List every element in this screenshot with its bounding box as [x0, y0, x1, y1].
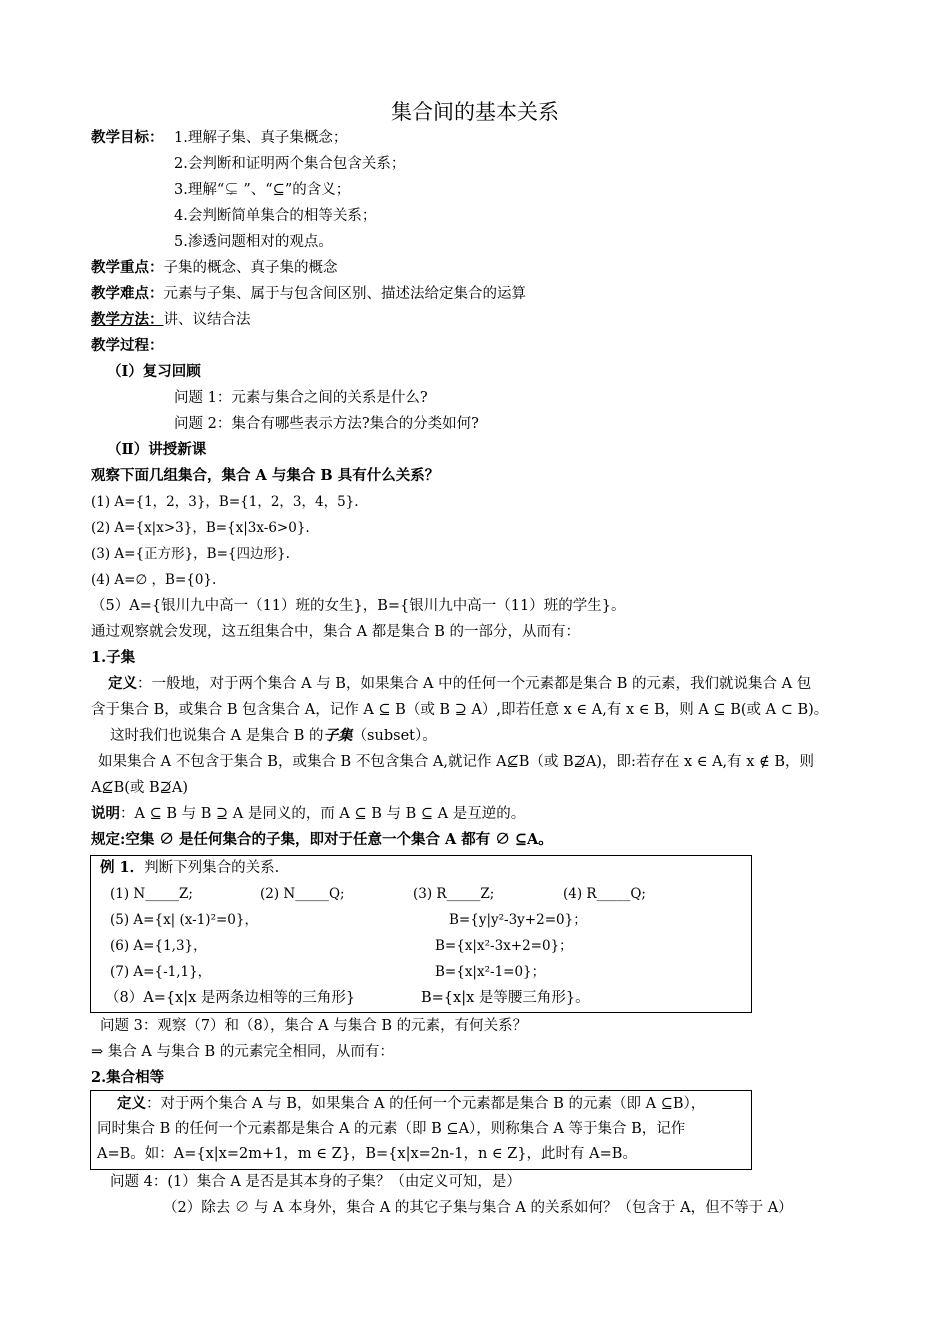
subset-term-pre: 这时我们也说集合 A 是集合 B 的 [110, 728, 324, 744]
not-subset-line: 如果集合 A 不包含于集合 B，或集合 B 不包含集合 A,就记作 A⊈B（或 B⊉A)，即:若存在 x ∈ A,有 x ∉ B，则 [98, 754, 815, 770]
objective-item: 1.理解子集、真子集概念； [174, 130, 348, 146]
equality-heading: 2.集合相等 [91, 1069, 165, 1086]
empty-set-rule [91, 830, 553, 850]
example-item: (6) A={1,3}， [110, 938, 207, 954]
subset-term-line [110, 726, 437, 746]
question-3: 问题 3：观察（7）和（8），集合 A 与集合 B 的元素，有何关系？ [100, 1018, 528, 1034]
question-4: （2）除去 ∅ 与 A 本身外，集合 A 的其它子集与集合 A 的关系如何？（包含于 A，但不等于 A） [163, 1200, 793, 1216]
subset-heading: 1.子集 [91, 649, 136, 666]
definition-label: 定义 [108, 675, 137, 692]
example-item: (3) R_____Z; [413, 886, 495, 902]
subset-term-post: （subset）。 [352, 728, 437, 744]
method-text: 讲、议结合法 [163, 312, 251, 328]
method [91, 310, 251, 330]
example-label: 例 1． [100, 859, 145, 876]
review-heading: （I）复习回顾 [107, 363, 201, 380]
set-group: (3) A={正方形}，B={四边形}. [91, 546, 290, 562]
example-item: (1) N_____Z; [110, 886, 193, 902]
example-prompt: 判断下列集合的关系. [144, 860, 280, 876]
equality-def-label: 定义 [117, 1095, 146, 1112]
objective-item: 2.会判断和证明两个集合包含关系； [174, 156, 406, 172]
objectives-label: 教学目标： [91, 129, 164, 146]
note-text: ：A ⊆ B 与 B ⊇ A 是同义的，而 A ⊆ B 与 B ⊆ A 是互逆的。 [120, 806, 526, 822]
key-points-text: 子集的概念、真子集的概念 [163, 260, 338, 276]
process-label: 教学过程： [91, 337, 164, 354]
equality-definition-line: 同时集合 B 的任何一个元素都是集合 A 的元素（即 B ⊆A），则称集合 A 等于集合 B，记作 [97, 1121, 686, 1137]
method-label: 教学方法： [91, 311, 164, 328]
question-4: 问题 4：(1）集合 A 是否是其本身的子集？（由定义可知，是） [110, 1174, 521, 1190]
difficulties [91, 284, 526, 304]
set-group: (2) A={x|x>3}，B={x|3x-6>0}. [91, 520, 310, 536]
key-points-label: 教学重点： [91, 259, 164, 276]
implies-line: ⇒ 集合 A 与集合 B 的元素完全相同，从而有： [91, 1044, 394, 1060]
subset-term: 子集 [323, 727, 353, 744]
equality-definition-line [117, 1094, 705, 1114]
key-points [91, 258, 338, 278]
example-item: B={y|y²-3y+2=0}； [449, 912, 587, 928]
objective-item: 4.会判断简单集合的相等关系； [174, 208, 377, 224]
objective-item: 3.理解“⊊ ”、“⊆”的含义； [174, 182, 351, 198]
rule-label: 规定: [91, 831, 126, 848]
new-lesson-heading: （Ⅱ）讲授新课 [107, 441, 207, 458]
rule-text: 空集 ∅ 是任何集合的子集，即对于任意一个集合 A 都有 ∅ ⊆A。 [125, 831, 553, 848]
observation-conclusion: 通过观察就会发现，这五组集合中，集合 A 都是集合 B 的一部分，从而有： [91, 624, 581, 640]
difficulties-label: 教学难点： [91, 285, 164, 302]
observe-question: 观察下面几组集合，集合 A 与集合 B 具有什么关系？ [91, 467, 440, 484]
set-group: （5）A={银川九中高一（11）班的女生}，B={银川九中高一（11）班的学生}。 [91, 598, 626, 614]
review-question: 问题 2：集合有哪些表示方法?集合的分类如何? [174, 416, 479, 432]
page-title: 集合间的基本关系 [391, 100, 559, 124]
example-item: (5) A={x| (x-1)²=0}， [110, 912, 258, 928]
subset-definition-line [108, 674, 811, 694]
difficulties-text: 元素与子集、属于与包含间区别、描述法给定集合的运算 [163, 286, 526, 302]
not-subset-line: A⊈B(或 B⊉A) [91, 780, 188, 796]
equality-definition-line: A=B。如：A={x|x=2m+1，m ∈ Z}，B={x|x=2n-1，n ∈ Z}，此时有 A=B。 [97, 1146, 637, 1162]
objective-item: 5.渗透问题相对的观点。 [174, 234, 333, 250]
set-group: (1) A={1，2，3}，B={1，2，3，4，5}. [91, 494, 359, 510]
example-item: (2) N_____Q; [260, 886, 345, 902]
example-item: （8）A={x|x 是两条边相等的三角形} [105, 990, 356, 1006]
definition-text: ：一般地，对于两个集合 A 与 B，如果集合 A 中的任何一个元素都是集合 B 的元素，我们就说集合 A 包 [137, 676, 812, 692]
equality-def-text: ：对于两个集合 A 与 B，如果集合 A 的任何一个元素都是集合 B 的元素（即 A ⊆B）， [146, 1096, 706, 1112]
note-label: 说明 [91, 805, 120, 822]
example-item: (7) A={-1,1}， [110, 964, 212, 980]
subset-note [91, 804, 525, 824]
subset-definition-line: 含于集合 B，或集合 B 包含集合 A，记作 A ⊆ B（或 B ⊇ A）,即若任意 x ∈ A,有 x ∈ B，则 A ⊆ B(或 A ⊂ B)。 [91, 702, 829, 718]
set-group: (4) A=∅ ，B={0}. [91, 572, 217, 588]
review-question: 问题 1：元素与集合之间的关系是什么? [174, 390, 428, 406]
example-item: B={x|x²-1=0}； [435, 964, 546, 980]
example-item: B={x|x 是等腰三角形}。 [421, 990, 590, 1006]
example-1-title [100, 858, 279, 878]
example-item: B={x|x²-3x+2=0}； [435, 938, 573, 954]
example-item: (4) R_____Q; [563, 886, 646, 902]
